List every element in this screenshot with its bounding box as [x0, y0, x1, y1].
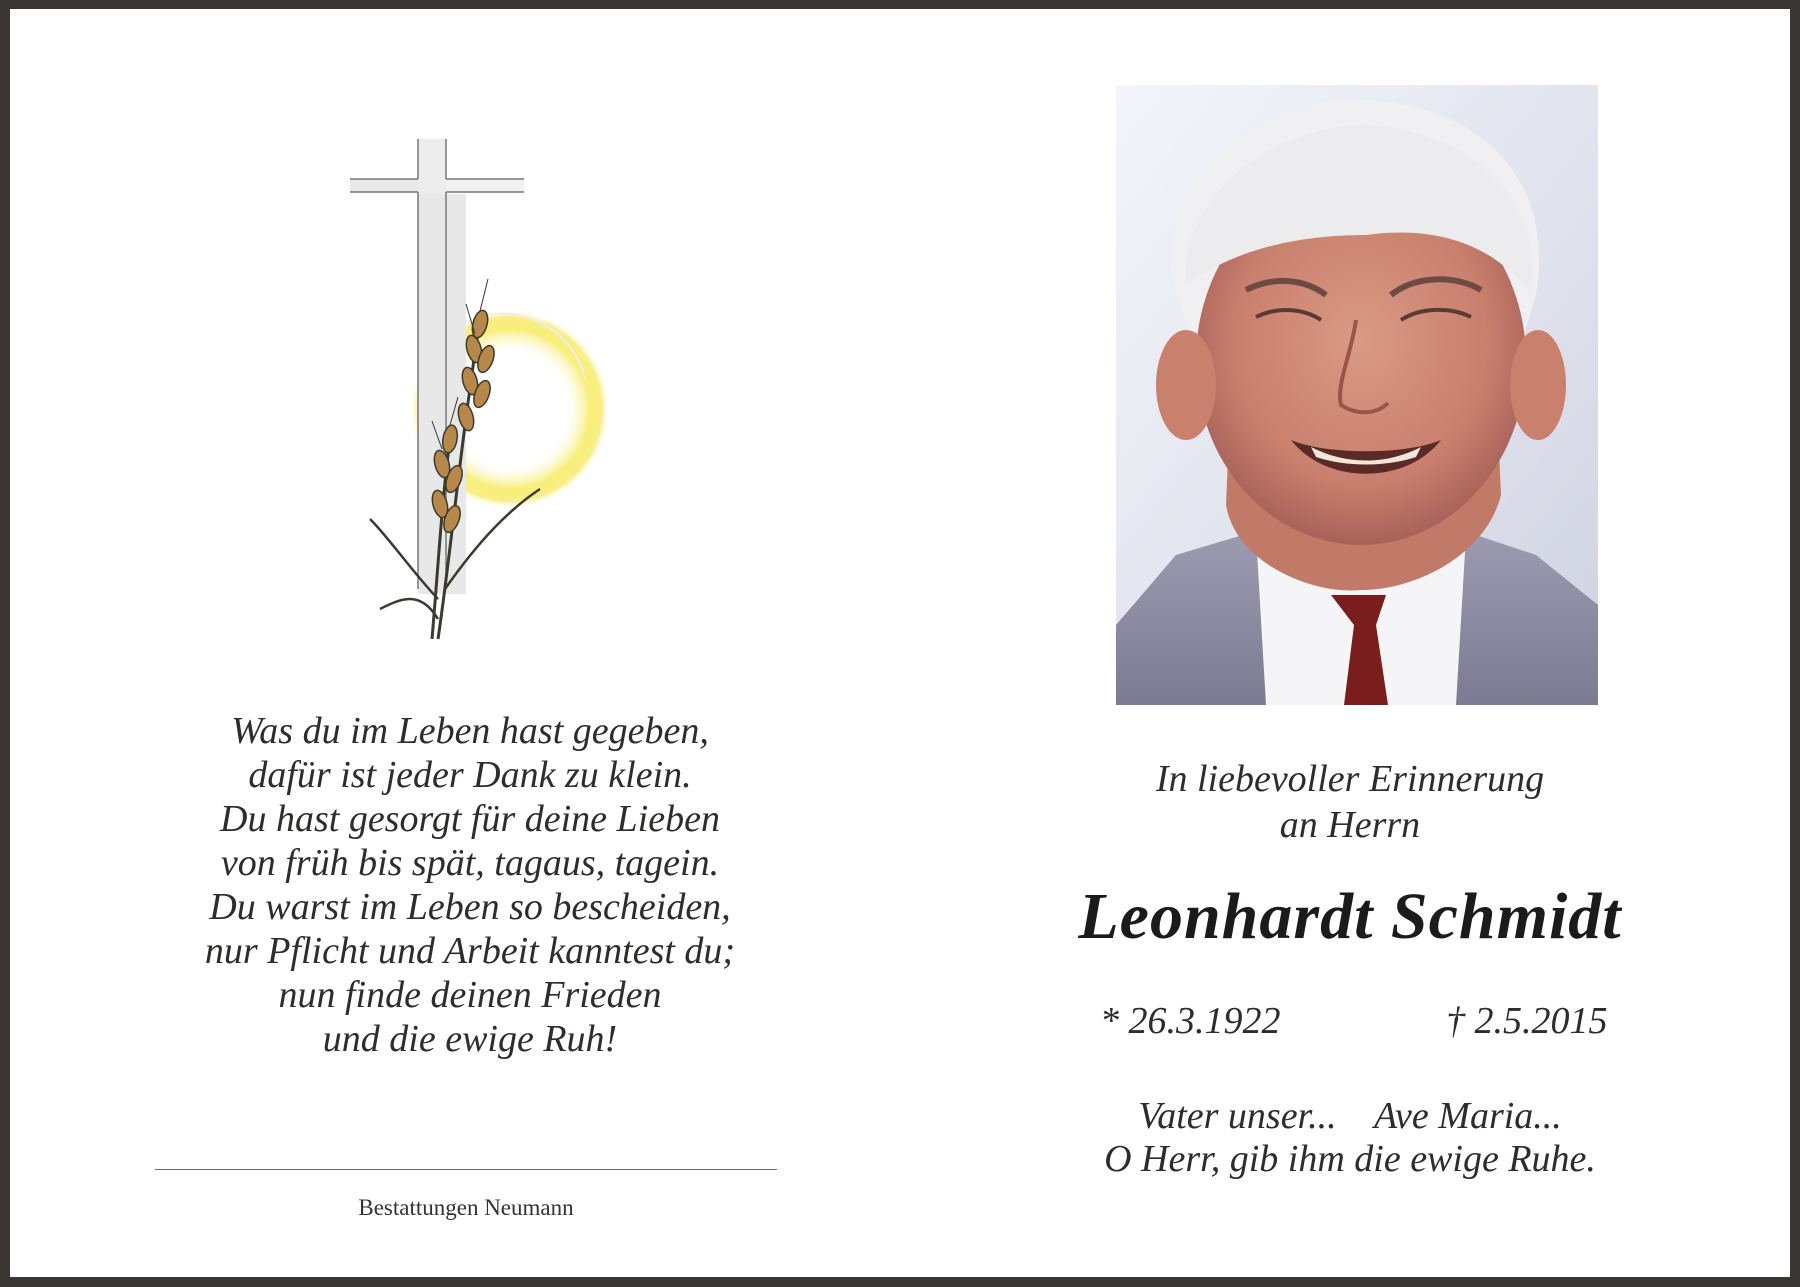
portrait-photo: [1116, 85, 1598, 705]
prayer-line: Vater unser... Ave Maria...: [1138, 1095, 1562, 1137]
poem-line: nur Pflicht und Arbeit kanntest du;: [204, 930, 736, 972]
death-date: † 2.5.2015: [1446, 1000, 1608, 1042]
poem-line: und die ewige Ruh!: [322, 1018, 618, 1060]
poem-line: dafür ist jeder Dank zu klein.: [248, 754, 692, 796]
poem-line: von früh bis spät, tagaus, tagein.: [220, 842, 720, 884]
undertaker-name: Bestattungen Neumann: [358, 1195, 574, 1220]
right-panel: [910, 9, 1790, 1277]
memory-subheading: an Herrn: [1279, 804, 1421, 846]
poem-line: Was du im Leben hast gegeben,: [231, 710, 709, 752]
birth-date: * 26.3.1922: [1100, 1000, 1281, 1042]
poem-line: Du warst im Leben so bescheiden,: [209, 886, 731, 928]
memorial-card: [10, 9, 1790, 1277]
footer-divider: [155, 1169, 777, 1170]
poem: [70, 709, 870, 1061]
left-panel: [10, 9, 910, 1277]
poem-line: nun finde deinen Frieden: [278, 974, 662, 1016]
cross-with-wheat-icon: [320, 119, 650, 659]
memory-heading: In liebevoller Erinnerung: [1155, 758, 1545, 800]
deceased-name: Leonhardt Schmidt: [1078, 880, 1622, 953]
prayer-line: O Herr, gib ihm die ewige Ruhe.: [1104, 1138, 1596, 1180]
poem-line: Du hast gesorgt für deine Lieben: [220, 798, 720, 840]
